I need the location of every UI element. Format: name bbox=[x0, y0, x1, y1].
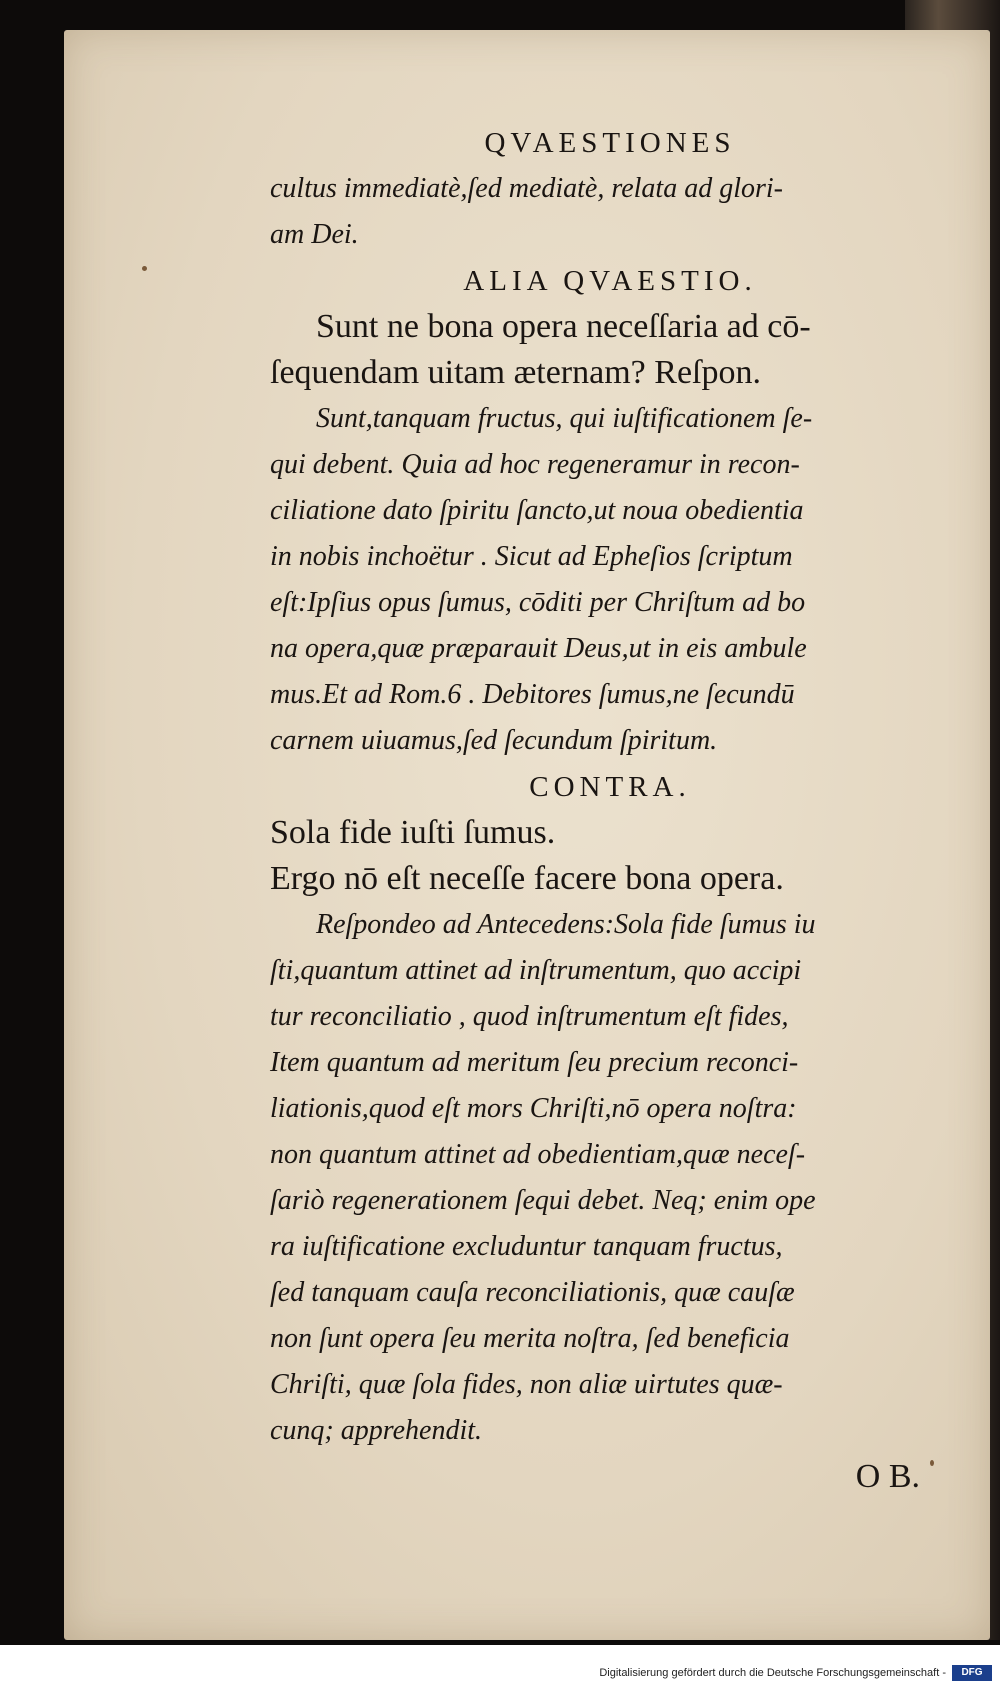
text-line: tur reconciliatio , quod inſtrumentum eſt fides, bbox=[270, 1001, 789, 1032]
text-line: non quantum attinet ad obedientiam,quæ neceſ- bbox=[270, 1139, 806, 1170]
text-line: ſed tanquam cauſa reconciliationis, quæ cauſæ bbox=[270, 1277, 795, 1308]
text-line: eſt:Ipſius opus ſumus, cōditi per Chriſtum ad bo bbox=[270, 587, 806, 618]
catchword: O B. bbox=[855, 1458, 920, 1495]
text-line: am Dei. bbox=[270, 219, 359, 250]
text-line: cunq; apprehendit. bbox=[270, 1415, 483, 1446]
text-line: carnem uiuamus,ſed ſecundum ſpiritum. bbox=[270, 725, 718, 756]
question-line: ſequendam uitam æternam? Reſpon. bbox=[270, 354, 761, 391]
text-line: ſti,quantum attinet ad inſtrumentum, quo accipi bbox=[270, 955, 802, 986]
running-head: QVAESTIONES bbox=[484, 127, 736, 159]
funding-credit: Digitalisierung gefördert durch die Deutsche Forschungsgemeinschaft - bbox=[599, 1667, 946, 1679]
text-line: qui debent. Quia ad hoc regeneramur in recon- bbox=[270, 449, 800, 480]
text-line: Chriſti, quæ ſola fides, non aliæ uirtutes quæ- bbox=[270, 1369, 783, 1400]
text-line: Sunt,tanquam fructus, qui iuſtificationem ſe- bbox=[316, 403, 813, 434]
footer-bar bbox=[0, 1645, 1000, 1699]
page-stain bbox=[142, 266, 147, 271]
argument-line: Ergo nō eſt neceſſe facere bona opera. bbox=[270, 860, 784, 897]
text-line: na opera,quæ præparauit Deus,ut in eis ambule bbox=[270, 633, 807, 664]
text-line: cultus immediatè,ſed mediatè, relata ad glori- bbox=[270, 173, 783, 204]
text-line: Reſpondeo ad Antecedens:Sola fide ſumus iu bbox=[316, 909, 816, 940]
question-line: Sunt ne bona opera neceſſaria ad cō- bbox=[316, 308, 811, 345]
text-line: ra iuſtificatione excluduntur tanquam fructus, bbox=[270, 1231, 783, 1262]
dfg-logo-icon: DFG bbox=[952, 1665, 992, 1681]
text-line: liationis,quod eſt mors Chriſti,nō opera noſtra: bbox=[270, 1093, 797, 1124]
section-heading: CONTRA. bbox=[529, 771, 691, 803]
text-line: non ſunt opera ſeu merita noſtra, ſed beneficia bbox=[270, 1323, 790, 1354]
text-line: mus.Et ad Rom.6 . Debitores ſumus,ne ſecundū bbox=[270, 679, 795, 710]
text-line: in nobis inchoëtur . Sicut ad Epheſios ſcriptum bbox=[270, 541, 793, 572]
text-line: ciliatione dato ſpiritu ſancto,ut noua obedientia bbox=[270, 495, 804, 526]
text-line: Item quantum ad meritum ſeu precium reconci- bbox=[270, 1047, 799, 1078]
page-text bbox=[270, 120, 950, 1500]
argument-line: Sola fide iuſti ſumus. bbox=[270, 814, 556, 851]
section-heading: ALIA QVAESTIO. bbox=[463, 265, 757, 297]
text-line: ſariò regenerationem ſequi debet. Neq; enim ope bbox=[270, 1185, 816, 1216]
